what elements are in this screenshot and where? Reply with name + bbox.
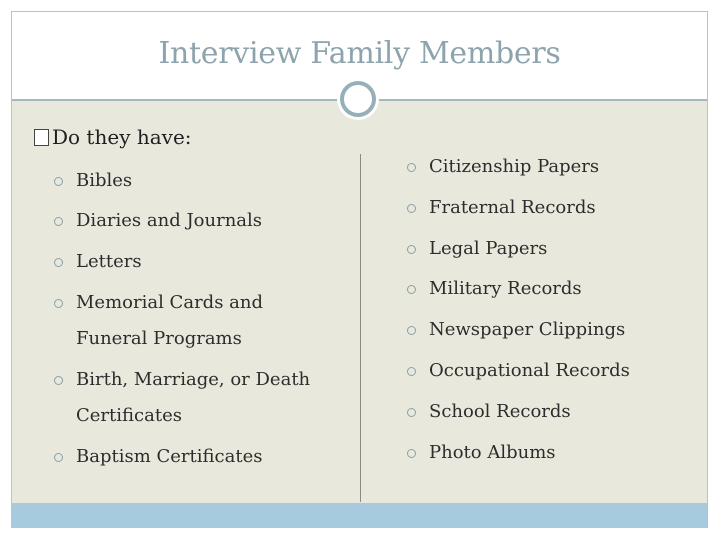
circle-ornament-icon: [340, 81, 376, 117]
list-item: [407, 394, 697, 430]
list-item: [407, 435, 697, 471]
heading-text: Do they have:: [52, 125, 192, 149]
list-item: [407, 231, 697, 267]
list-item-text: Fraternal Records: [429, 197, 596, 218]
list-item-text: Diaries and Journals: [76, 210, 263, 231]
list-item: [407, 312, 697, 348]
list-item-text: Occupational Records: [429, 360, 630, 381]
list-item: [54, 439, 354, 475]
circle-bullet-icon: [54, 376, 63, 385]
list-item-text: Letters: [76, 251, 142, 272]
circle-bullet-icon: [54, 453, 63, 462]
list-item: [54, 285, 339, 357]
circle-bullet-icon: [54, 258, 63, 267]
circle-bullet-icon: [54, 177, 63, 186]
list-item: [407, 149, 697, 185]
content-heading: [34, 125, 192, 149]
list-item-text: Legal Papers: [429, 238, 548, 259]
list-item: [54, 203, 354, 239]
list-item: [407, 353, 697, 389]
list-item-text: Photo Albums: [429, 442, 556, 463]
circle-bullet-icon: [407, 204, 416, 213]
circle-bullet-icon: [407, 245, 416, 254]
list-item-text: Birth, Marriage, or Death Certificates: [76, 369, 311, 426]
list-item-text: Baptism Certificates: [76, 446, 263, 467]
list-item: [54, 244, 354, 280]
circle-bullet-icon: [407, 449, 416, 458]
list-item-text: Bibles: [76, 170, 133, 191]
slide: [11, 11, 708, 528]
circle-bullet-icon: [54, 299, 63, 308]
list-item: [54, 362, 324, 434]
list-item-text: School Records: [429, 401, 571, 422]
list-item: [407, 271, 697, 307]
footer-bar: [12, 503, 707, 527]
list-item-text: Military Records: [429, 278, 582, 299]
circle-bullet-icon: [407, 285, 416, 294]
circle-bullet-icon: [407, 408, 416, 417]
slide-title: Interview Family Members: [158, 36, 561, 71]
column-divider: [360, 154, 361, 502]
circle-bullet-icon: [54, 217, 63, 226]
circle-bullet-icon: [407, 367, 416, 376]
list-item-text: Memorial Cards and Funeral Programs: [76, 292, 263, 349]
list-item: [54, 163, 354, 199]
list-item-text: Newspaper Clippings: [429, 319, 626, 340]
list-item: [407, 190, 697, 226]
checkbox-bullet-icon: [34, 129, 49, 146]
circle-bullet-icon: [407, 163, 416, 172]
list-item-text: Citizenship Papers: [429, 156, 600, 177]
circle-bullet-icon: [407, 326, 416, 335]
